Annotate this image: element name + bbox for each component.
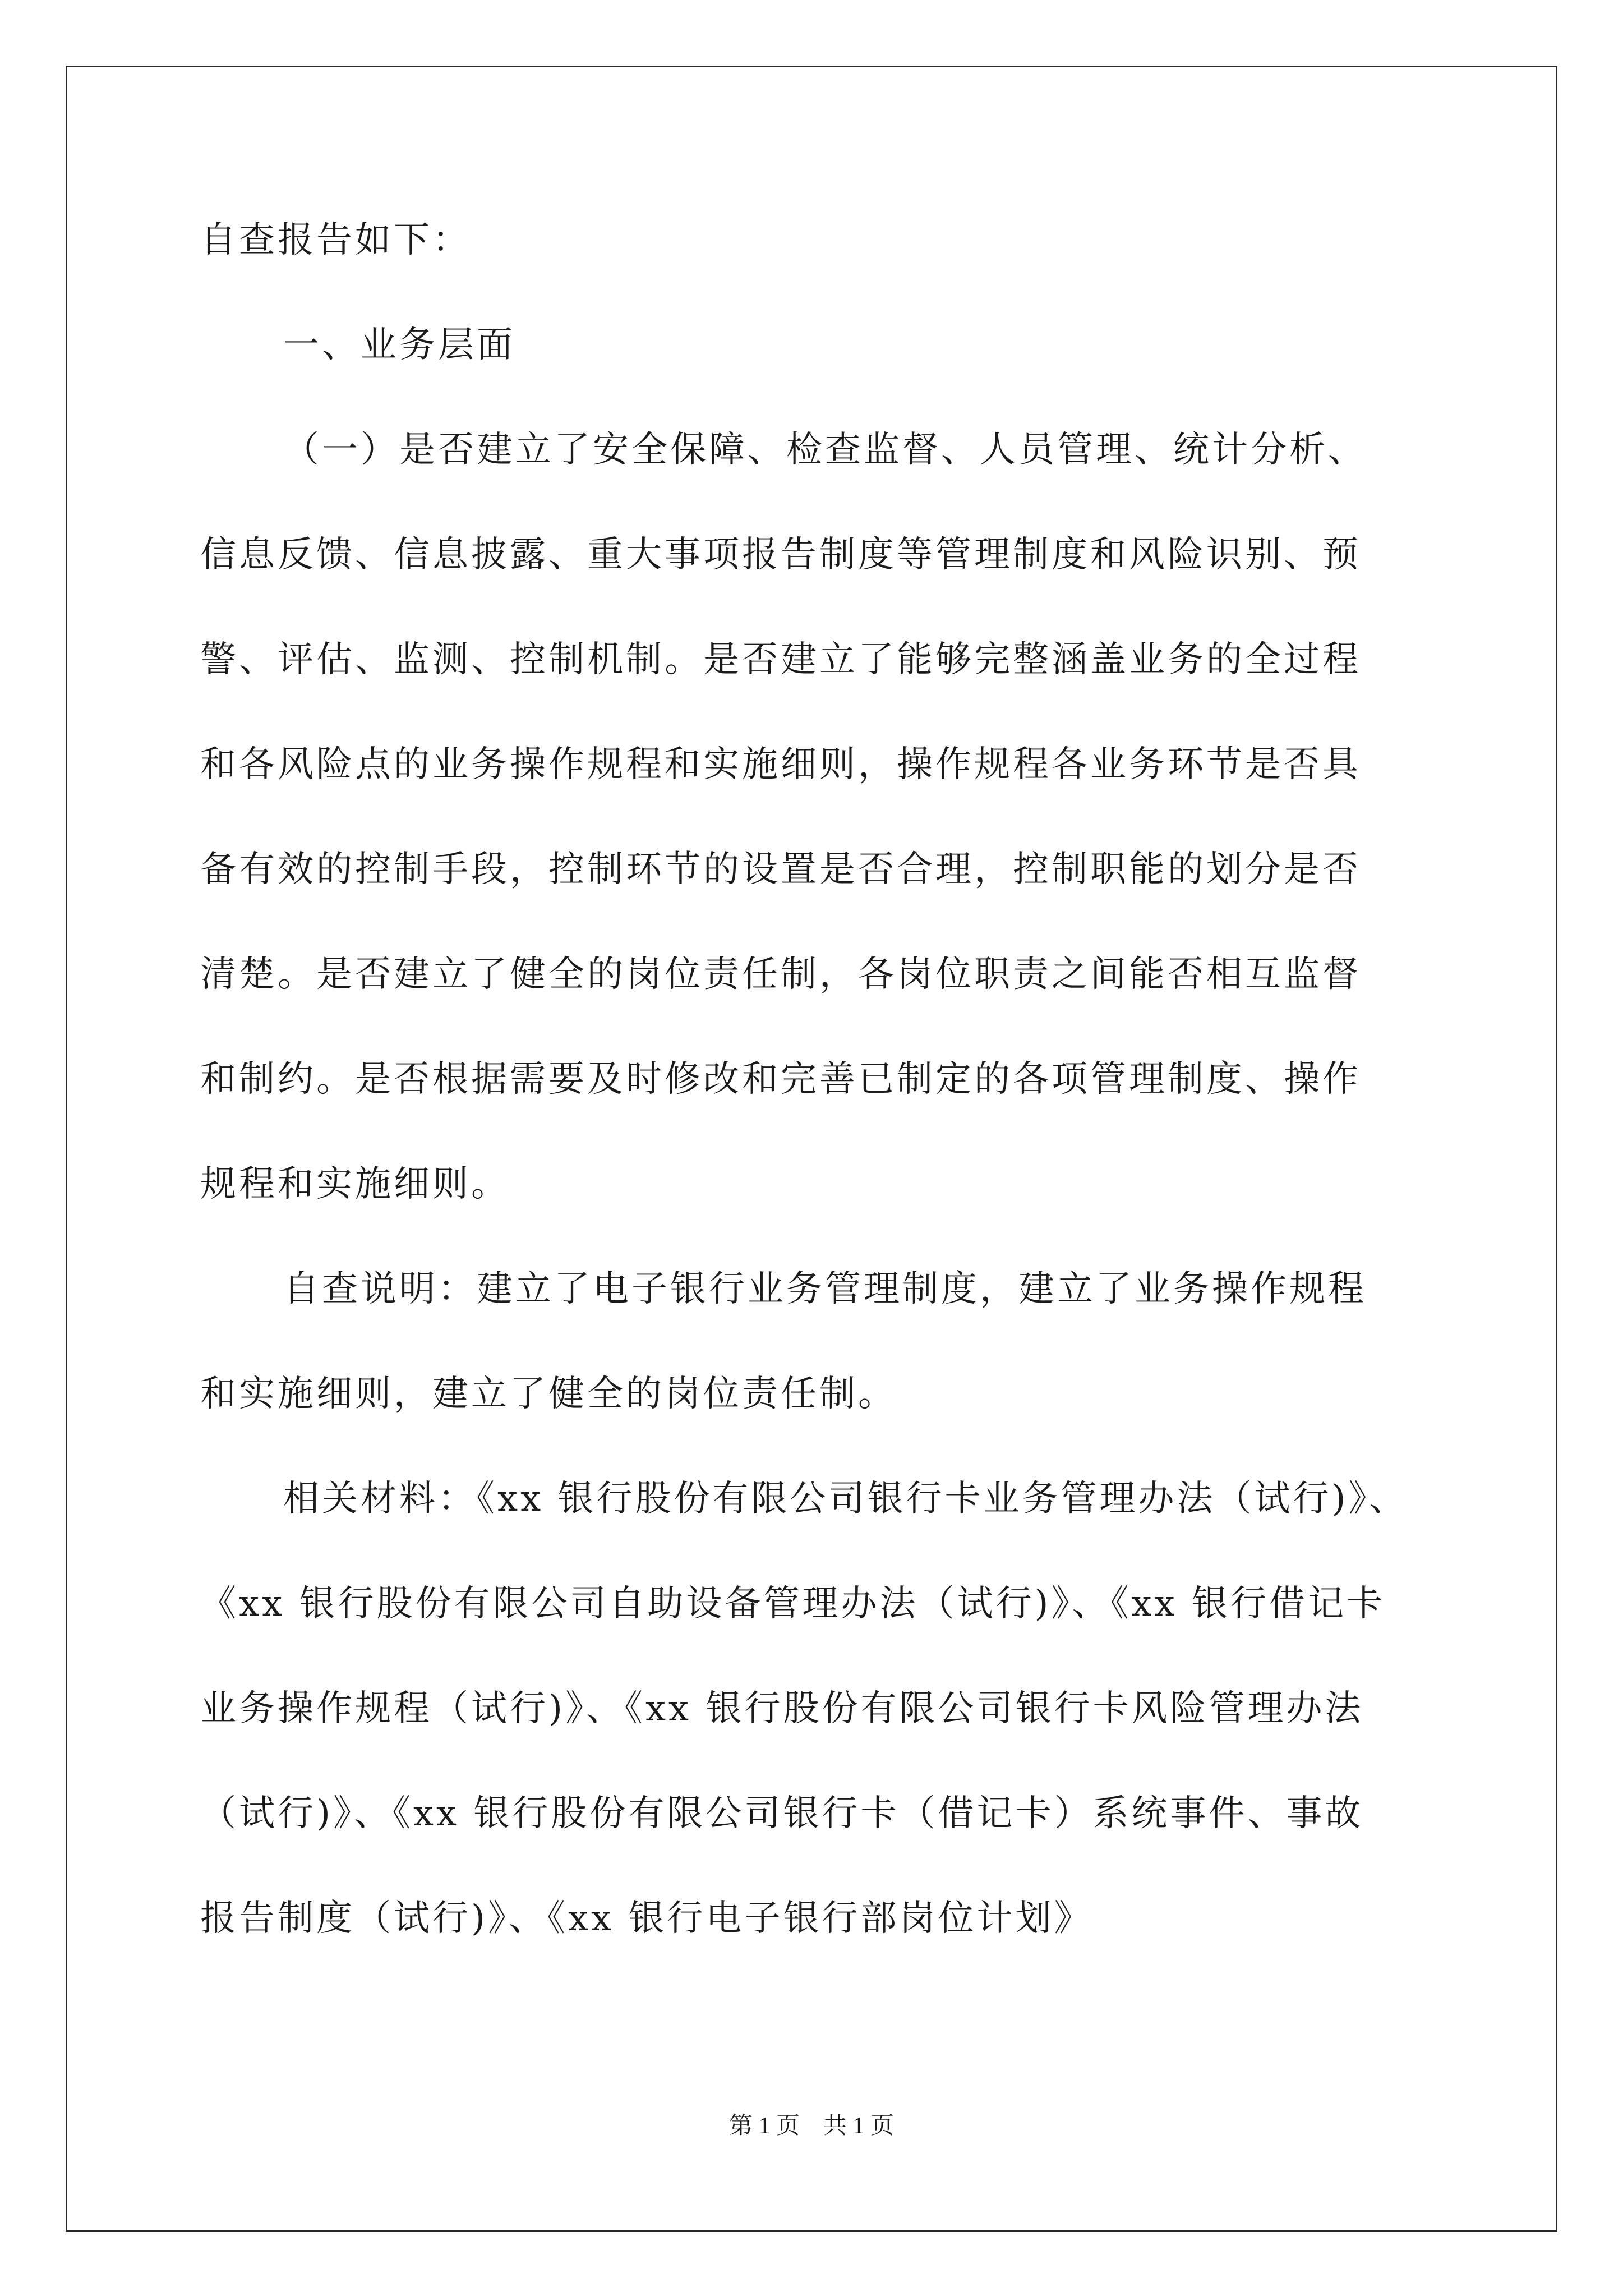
text-line: 信息反馈、信息披露、重大事项报告制度等管理制度和风险识别、预 <box>200 534 1361 576</box>
text-line: 自查说明：建立了电子银行业务管理制度，建立了业务操作规程 <box>283 1268 1367 1310</box>
text-line: 《xx 银行股份有限公司自助设备管理办法（试行)》、《xx 银行借记卡 <box>200 1583 1386 1625</box>
text-line: 和制约。是否根据需要及时修改和完善已制定的各项管理制度、操作 <box>200 1059 1361 1100</box>
text-line: 规程和实施细则。 <box>200 1163 510 1205</box>
text-line: 相关材料：《xx 银行股份有限公司银行卡业务管理办法（试行)》、 <box>283 1478 1408 1520</box>
text-line: 和各风险点的业务操作规程和实施细则，操作规程各业务环节是否具 <box>200 744 1361 785</box>
text-line: 业务操作规程（试行)》、《xx 银行股份有限公司银行卡风险管理办法 <box>200 1688 1364 1729</box>
text-line: 警、评估、监测、控制机制。是否建立了能够完整涵盖业务的全过程 <box>200 639 1361 680</box>
page-number: 第 1 页 共 1 页 <box>728 2113 894 2139</box>
text-line: 清楚。是否建立了健全的岗位责任制，各岗位职责之间能否相互监督 <box>200 954 1361 995</box>
text-line: 自查报告如下： <box>200 219 471 261</box>
text-line: 备有效的控制手段，控制环节的设置是否合理，控制职能的划分是否 <box>200 849 1361 890</box>
text-line: （试行)》、《xx 银行股份有限公司银行卡（借记卡）系统事件、事故 <box>200 1793 1364 1834</box>
text-line: （一）是否建立了安全保障、检查监督、人员管理、统计分析、 <box>283 429 1367 471</box>
text-line: 和实施细则，建立了健全的岗位责任制。 <box>200 1373 897 1415</box>
section-heading: 一、业务层面 <box>283 324 515 366</box>
text-line: 报告制度（试行)》、《xx 银行电子银行部岗位计划》 <box>200 1898 1093 1939</box>
